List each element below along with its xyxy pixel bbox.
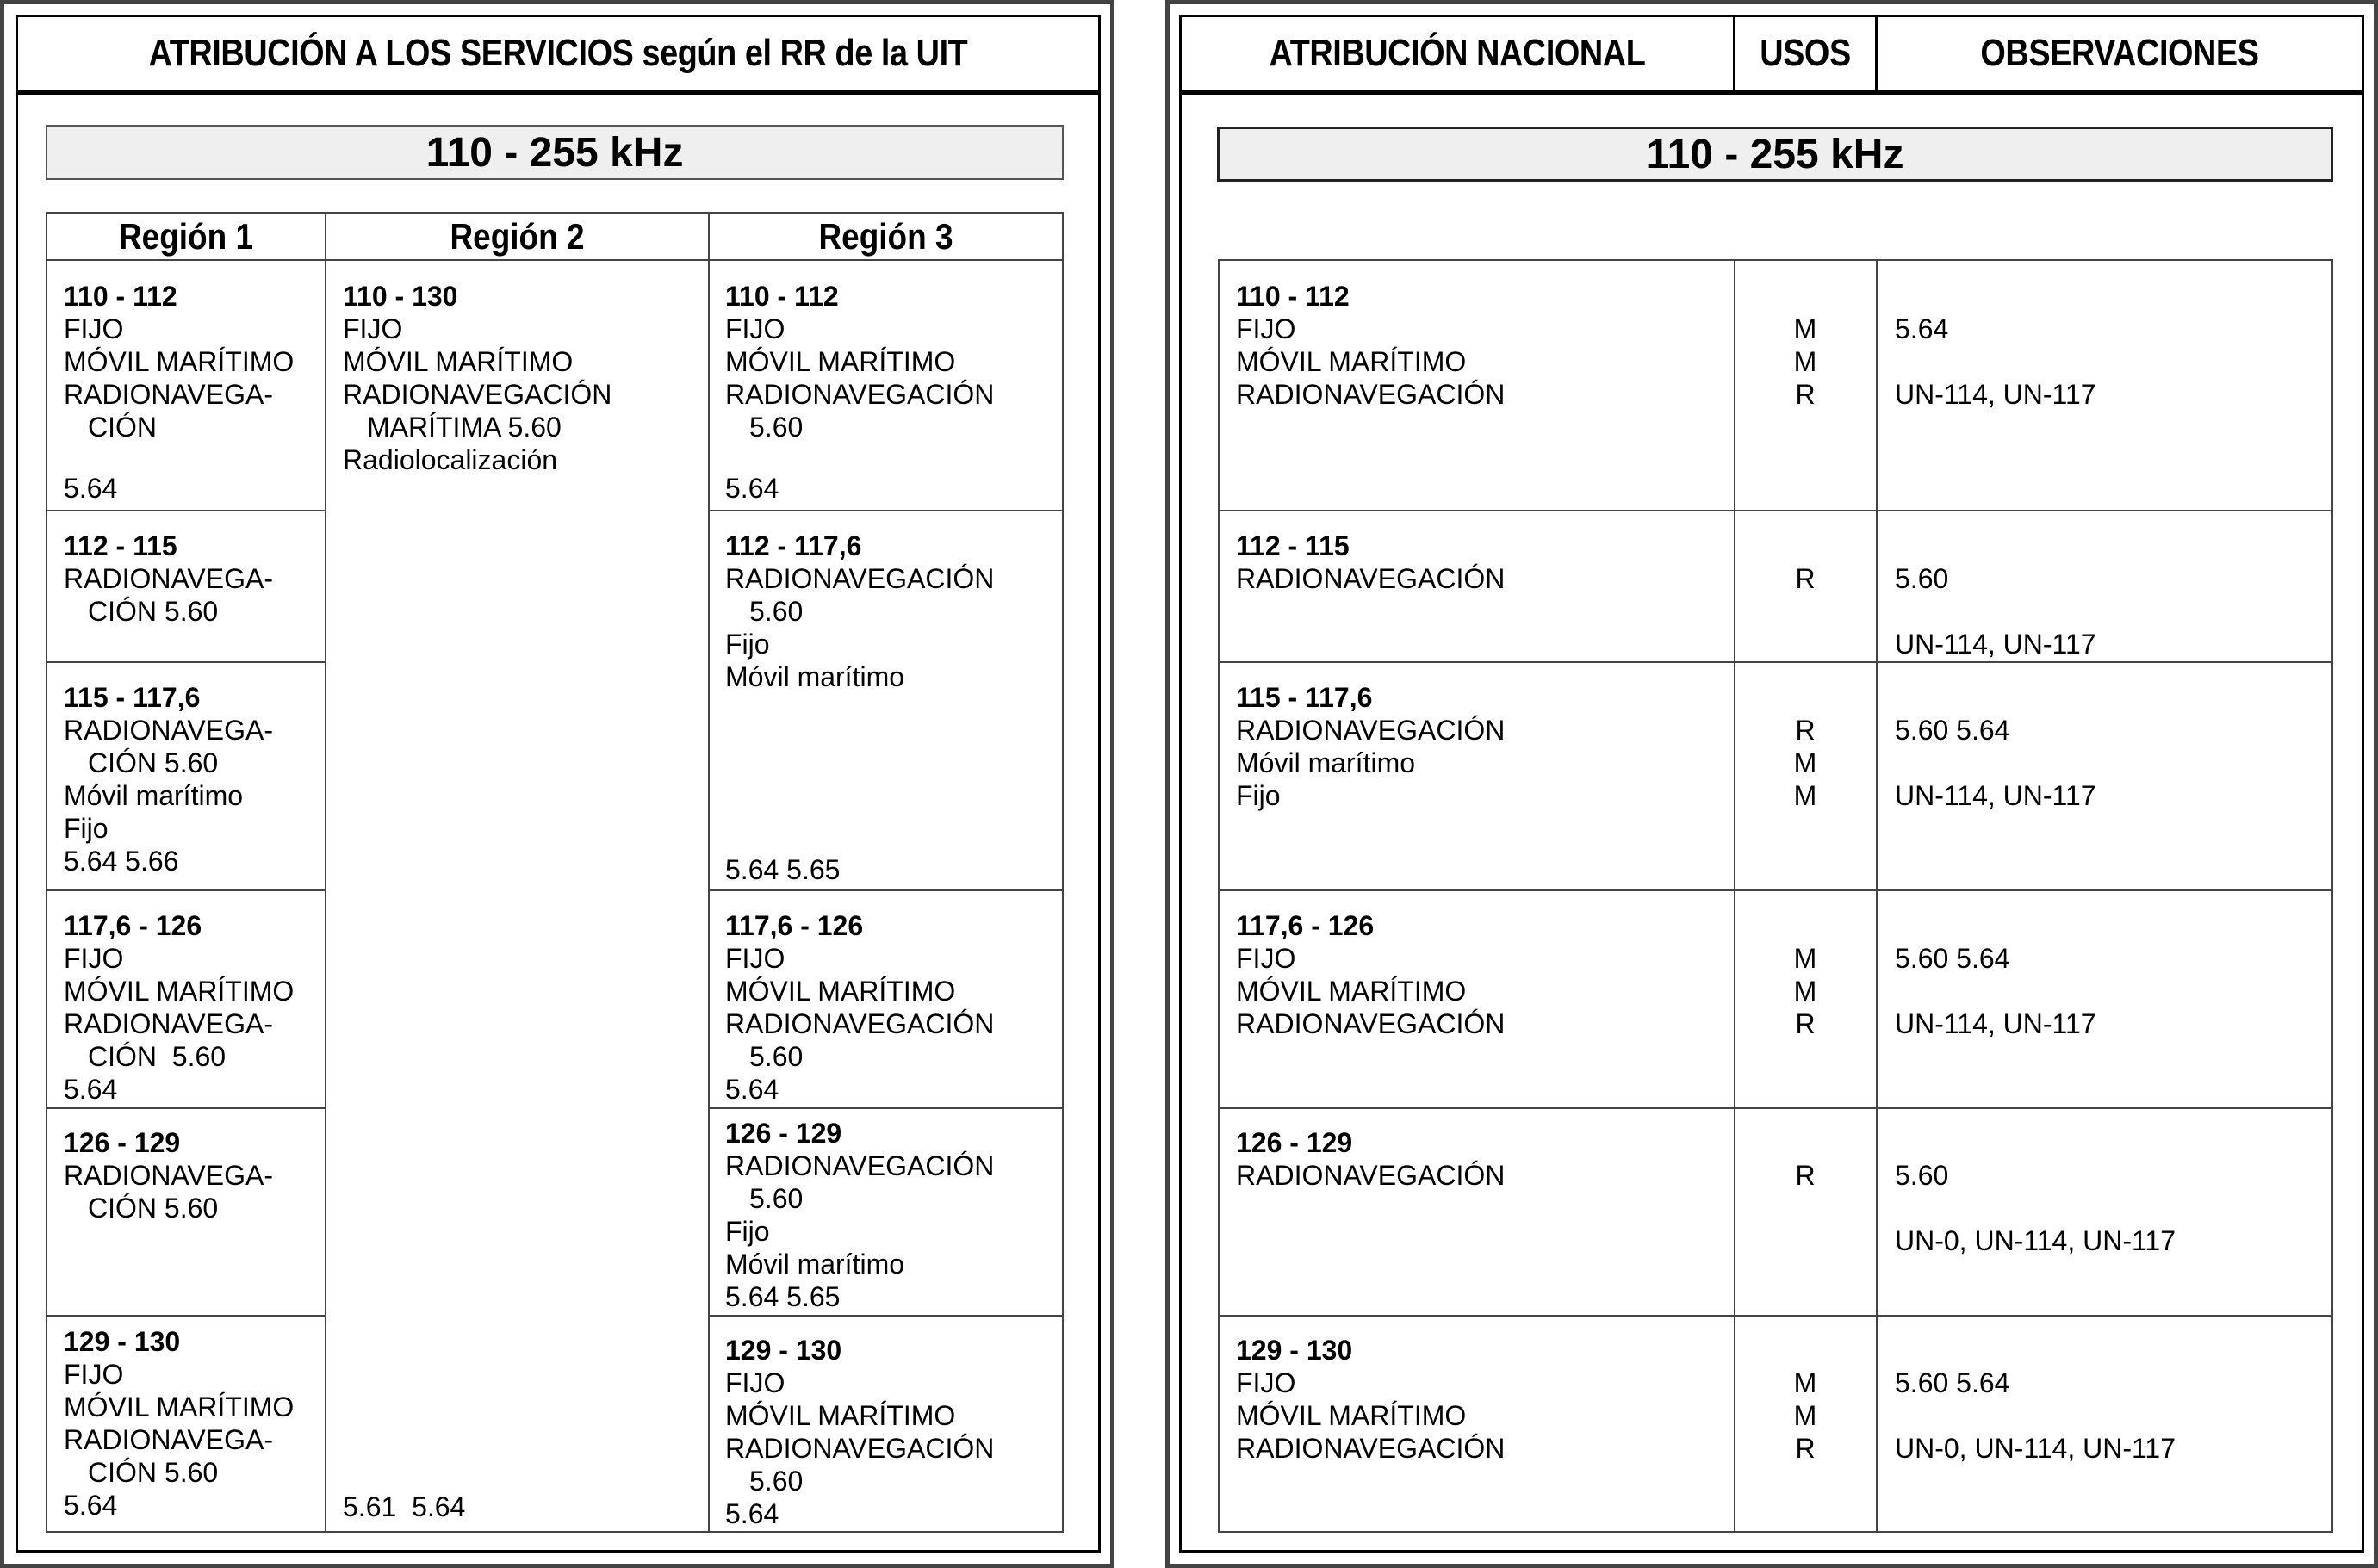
service-line: FIJO bbox=[1236, 943, 1296, 974]
service-line: MÓVIL MARÍTIMO bbox=[343, 346, 574, 377]
region-2-header: Región 2 bbox=[450, 215, 585, 257]
service-line: CIÓN 5.60 bbox=[88, 747, 219, 778]
service-line: RADIONAVEGACIÓN bbox=[1236, 563, 1506, 594]
service-line: CIÓN 5.60 bbox=[88, 1457, 219, 1488]
uso-code: R bbox=[1795, 563, 1816, 594]
r1-divider bbox=[46, 1315, 326, 1317]
r3-cell-129-130 bbox=[725, 1334, 1052, 1530]
national-col-divider-1 bbox=[1734, 259, 1735, 1533]
service-line: RADIONAVEGACIÓN bbox=[1236, 1433, 1506, 1464]
national-row-divider bbox=[1218, 889, 2333, 891]
r3-divider bbox=[708, 510, 1064, 511]
service-line: RADIONAVEGACIÓN bbox=[1236, 1008, 1506, 1039]
band-range: 129 - 130 bbox=[725, 1335, 842, 1366]
usos-129-130 bbox=[1735, 1367, 1875, 1465]
obs-un-notes: UN-114, UN-117 bbox=[1895, 629, 2096, 660]
service-line: FIJO bbox=[1236, 1367, 1296, 1398]
uso-code: M bbox=[1793, 780, 1817, 811]
uso-code: M bbox=[1793, 943, 1817, 974]
uso-code: M bbox=[1793, 1367, 1817, 1398]
service-line: RADIONAVEGACIÓN bbox=[343, 379, 612, 410]
national-col-divider-2 bbox=[1876, 259, 1878, 1533]
service-line: MÓVIL MARÍTIMO bbox=[1236, 1400, 1467, 1431]
obs-footnotes: 5.60 5.64 bbox=[1895, 943, 2010, 974]
service-line: RADIONAVEGA- bbox=[64, 1424, 273, 1455]
band-range: 110 - 130 bbox=[343, 281, 458, 312]
r1-cell-110-112 bbox=[64, 280, 322, 508]
r3-cell-112-117-6 bbox=[725, 530, 1052, 888]
national-row-115-117-6 bbox=[1236, 681, 1727, 812]
service-line: RADIONAVEGACIÓN bbox=[725, 563, 995, 594]
national-row-divider bbox=[1218, 510, 2333, 511]
service-line: MARÍTIMA 5.60 bbox=[367, 412, 562, 443]
usos-115-117-6 bbox=[1735, 714, 1875, 812]
service-line: FIJO bbox=[64, 1359, 124, 1390]
r1-divider bbox=[46, 661, 326, 663]
service-line: MÓVIL MARÍTIMO bbox=[725, 346, 956, 377]
service-line: RADIONAVEGA- bbox=[64, 563, 273, 594]
service-line: MÓVIL MARÍTIMO bbox=[1236, 976, 1467, 1007]
service-line: Móvil marítimo bbox=[1236, 747, 1416, 778]
band-range: 129 - 130 bbox=[64, 1326, 181, 1357]
footnote: 5.64 5.65 bbox=[725, 1281, 841, 1312]
header-atribucion-nacional: ATRIBUCIÓN NACIONAL bbox=[1269, 32, 1646, 74]
national-row-112-115 bbox=[1236, 530, 1727, 595]
service-line: Móvil marítimo bbox=[725, 661, 905, 692]
obs-footnotes: 5.60 5.64 bbox=[1895, 715, 2010, 746]
national-row-divider bbox=[1218, 661, 2333, 663]
band-range: 126 - 129 bbox=[1236, 1127, 1353, 1158]
footnote: 5.64 bbox=[725, 1498, 779, 1529]
left-header-divider bbox=[17, 90, 1099, 95]
national-row-129-130 bbox=[1236, 1334, 1727, 1465]
uso-code: R bbox=[1795, 1433, 1816, 1464]
region-3-header: Región 3 bbox=[818, 215, 953, 257]
obs-footnotes: 5.60 5.64 bbox=[1895, 1367, 2010, 1398]
service-line: Móvil marítimo bbox=[64, 780, 244, 811]
band-range: 126 - 129 bbox=[725, 1118, 842, 1149]
usos-110-112 bbox=[1735, 313, 1875, 411]
obs-footnotes: 5.60 bbox=[1895, 563, 1949, 594]
service-line: FIJO bbox=[725, 1367, 785, 1398]
service-line: RADIONAVEGACIÓN bbox=[1236, 379, 1506, 410]
band-range: 117,6 - 126 bbox=[1236, 910, 1375, 941]
uso-code: M bbox=[1793, 976, 1817, 1007]
footnote: 5.64 bbox=[64, 473, 118, 504]
service-line: CIÓN 5.60 bbox=[88, 1041, 227, 1072]
r1-cell-115-117-6 bbox=[64, 681, 322, 877]
service-line: Fijo bbox=[725, 1216, 770, 1247]
service-line: FIJO bbox=[1236, 313, 1296, 344]
r1-divider bbox=[46, 1107, 326, 1109]
service-line: MÓVIL MARÍTIMO bbox=[725, 976, 956, 1007]
header-col-divider-2 bbox=[1875, 17, 1878, 90]
usos-117-6-126 bbox=[1735, 942, 1875, 1040]
header-usos: USOS bbox=[1760, 32, 1851, 74]
service-line: RADIONAVEGA- bbox=[64, 1008, 273, 1039]
footnote: 5.64 5.65 bbox=[725, 854, 841, 885]
service-line: 5.60 bbox=[749, 412, 804, 443]
footnote: 5.64 bbox=[725, 473, 779, 504]
band-range: 117,6 - 126 bbox=[64, 910, 202, 941]
band-range: 115 - 117,6 bbox=[64, 682, 201, 713]
service-line: 5.60 bbox=[749, 596, 804, 627]
obs-footnotes: 5.64 bbox=[1895, 313, 1949, 344]
service-line: FIJO bbox=[725, 313, 785, 344]
uso-code: R bbox=[1795, 379, 1816, 410]
right-header-divider bbox=[1182, 90, 2362, 95]
footnote: 5.64 bbox=[725, 1074, 779, 1105]
band-range: 110 - 112 bbox=[725, 281, 839, 312]
service-line: MÓVIL MARÍTIMO bbox=[64, 976, 295, 1007]
r1-cell-126-129 bbox=[64, 1126, 322, 1224]
service-line: MÓVIL MARÍTIMO bbox=[1236, 346, 1467, 377]
footnote: 5.64 bbox=[64, 1490, 118, 1521]
uso-code: M bbox=[1793, 1400, 1817, 1431]
band-range: 112 - 115 bbox=[64, 530, 177, 561]
national-row-divider bbox=[1218, 1315, 2333, 1317]
band-range: 112 - 115 bbox=[1236, 530, 1350, 561]
uso-code: M bbox=[1793, 313, 1817, 344]
left-range-banner: 110 - 255 kHz bbox=[46, 125, 1064, 180]
region-1-header: Región 1 bbox=[118, 215, 254, 257]
service-line: CIÓN 5.60 bbox=[88, 1193, 219, 1224]
obs-un-notes: UN-114, UN-117 bbox=[1895, 780, 2096, 811]
uso-code: R bbox=[1795, 1008, 1816, 1039]
r3-cell-117-6-126 bbox=[725, 909, 1052, 1106]
service-line: RADIONAVEGACIÓN bbox=[725, 1150, 995, 1181]
r1-divider bbox=[46, 510, 326, 511]
national-row-117-6-126 bbox=[1236, 909, 1727, 1040]
obs-un-notes: UN-0, UN-114, UN-117 bbox=[1895, 1433, 2176, 1464]
service-line: Móvil marítimo bbox=[725, 1249, 905, 1280]
service-line: RADIONAVEGA- bbox=[64, 1160, 273, 1191]
uso-code: M bbox=[1793, 346, 1817, 377]
band-range: 110 - 112 bbox=[1236, 281, 1350, 312]
right-range-banner: 110 - 255 kHz bbox=[1217, 127, 2333, 182]
r1-cell-129-130 bbox=[64, 1325, 322, 1522]
region-col-divider-1 bbox=[325, 212, 326, 1533]
service-line: MÓVIL MARÍTIMO bbox=[64, 1391, 295, 1422]
r2-footnote: 5.61 5.64 bbox=[343, 1491, 466, 1522]
band-range: 117,6 - 126 bbox=[725, 910, 864, 941]
service-line: RADIONAVEGA- bbox=[64, 379, 273, 410]
obs-footnotes: 5.60 bbox=[1895, 1160, 1949, 1191]
service-line: RADIONAVEGACIÓN bbox=[1236, 715, 1506, 746]
uso-code: M bbox=[1793, 747, 1817, 778]
service-line: RADIONAVEGACIÓN bbox=[1236, 1160, 1506, 1191]
region-header-divider bbox=[46, 259, 1064, 261]
usos-126-129 bbox=[1735, 1159, 1875, 1192]
uso-code: R bbox=[1795, 715, 1816, 746]
band-range: 129 - 130 bbox=[1236, 1335, 1353, 1366]
service-line: Radiolocalización bbox=[343, 444, 558, 475]
usos-112-115 bbox=[1735, 562, 1875, 595]
service-line: 5.60 bbox=[749, 1466, 804, 1497]
service-line: RADIONAVEGACIÓN bbox=[725, 1008, 995, 1039]
header-observaciones: OBSERVACIONES bbox=[1980, 32, 2259, 74]
service-line: 5.60 bbox=[749, 1183, 804, 1214]
band-range: 115 - 117,6 bbox=[1236, 682, 1373, 713]
service-line: FIJO bbox=[64, 313, 124, 344]
national-row-126-129 bbox=[1236, 1126, 1727, 1192]
service-line: Fijo bbox=[725, 629, 770, 660]
band-range: 110 - 112 bbox=[64, 281, 177, 312]
service-line: Fijo bbox=[1236, 780, 1281, 811]
r2-cell-110-130 bbox=[343, 280, 705, 476]
r3-cell-110-112 bbox=[725, 280, 1052, 508]
service-line: RADIONAVEGACIÓN bbox=[725, 379, 995, 410]
service-line: CIÓN bbox=[88, 412, 157, 443]
r3-divider bbox=[708, 1107, 1064, 1109]
band-range: 126 - 129 bbox=[64, 1127, 181, 1158]
r1-divider bbox=[46, 889, 326, 891]
r1-cell-112-115 bbox=[64, 530, 322, 628]
service-line: MÓVIL MARÍTIMO bbox=[725, 1400, 956, 1431]
obs-un-notes: UN-114, UN-117 bbox=[1895, 1008, 2096, 1039]
footnote: 5.64 5.66 bbox=[64, 846, 179, 877]
header-col-divider-1 bbox=[1733, 17, 1735, 90]
r3-divider bbox=[708, 889, 1064, 891]
service-line: FIJO bbox=[725, 943, 785, 974]
region-col-divider-2 bbox=[708, 212, 710, 1533]
service-line: FIJO bbox=[64, 943, 124, 974]
service-line: RADIONAVEGACIÓN bbox=[725, 1433, 995, 1464]
r1-cell-117-6-126 bbox=[64, 909, 322, 1106]
service-line: MÓVIL MARÍTIMO bbox=[64, 346, 295, 377]
footnote: 5.64 bbox=[64, 1074, 118, 1105]
obs-un-notes: UN-114, UN-117 bbox=[1895, 379, 2096, 410]
uso-code: R bbox=[1795, 1160, 1816, 1191]
service-line: FIJO bbox=[343, 313, 403, 344]
obs-un-notes: UN-0, UN-114, UN-117 bbox=[1895, 1225, 2176, 1256]
service-line: CIÓN 5.60 bbox=[88, 596, 219, 627]
national-row-110-112 bbox=[1236, 280, 1727, 411]
left-panel-title: ATRIBUCIÓN A LOS SERVICIOS según el RR de la UIT bbox=[148, 32, 968, 74]
band-range: 112 - 117,6 bbox=[725, 530, 862, 561]
service-line: 5.60 bbox=[749, 1041, 804, 1072]
service-line: RADIONAVEGA- bbox=[64, 715, 273, 746]
service-line: Fijo bbox=[64, 813, 109, 844]
r3-divider bbox=[708, 1315, 1064, 1317]
national-row-divider bbox=[1218, 1107, 2333, 1109]
r3-cell-126-129 bbox=[725, 1117, 1052, 1313]
